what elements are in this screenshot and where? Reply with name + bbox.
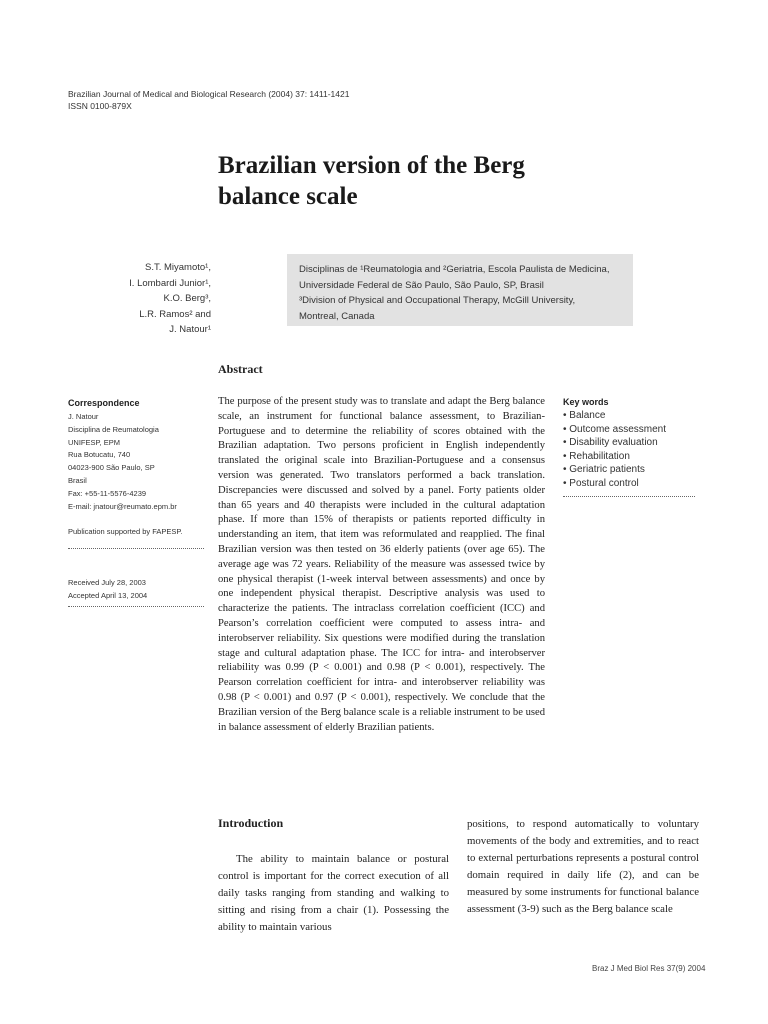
affiliation-box: [287, 254, 633, 326]
received-date: Received July 28, 2003: [68, 578, 146, 588]
affiliation-line: ³Division of Physical and Occupational Therapy, McGill University,: [299, 295, 576, 306]
keyword-item: • Geriatric patients: [563, 464, 645, 476]
dotted-divider: [563, 496, 695, 497]
author: J. Natour¹: [169, 324, 211, 335]
abstract-text: The purpose of the present study was to translate and adapt the Berg balance scale, an instrument for functional balance assessment, to Brazilian-Portuguese and to determine the reliability of scores obtained with the Brazilian adaptation. Two persons proficient in English independently translated the original scale into Brazilian-Portuguese and a consensus version was generated. Two translators performed a back translation. Discrepancies were discussed and solved by a panel. Forty patients older than 65 years and 40 therapists were included in the cultural adaptation phase. If more than 15% of therapists or patients reported difficulty in understanding an item, that item was reformulated and reapplied. The final Brazilian version was then tested on 36 elderly patients (over age 65). The average age was 72 years. Reliability of the measure was assessed twice by one physical therapist (1-week interval between assessments) and once by one independent physical therapist. Descriptive analysis was used to characterize the patients. The intraclass correlation coefficient (ICC) and Pearson’s correlation coefficient were computed to assess intra- and interobserver reliability. Six questions were modified during the translation stage and cultural adaptation phase. The ICC for intra- and interobserver reliability was 0.99 (P < 0.001) and 0.98 (P < 0.001), respectively. The Pearson correlation coefficient for intra- and interobserver reliability was 0.98 (P < 0.001) and 0.97 (P < 0.001), respectively. We conclude that the Brazilian version of the Berg balance scale is a reliable instrument to be used in balance assessment of elderly Brazilian patients.: [218, 396, 545, 733]
intro-paragraph: The ability to maintain balance or postural control is important for the correct execution of all daily tasks ranging from standing and walking to sitting and rising from a chair (1). Possessing the ability to maintain various: [218, 853, 449, 934]
correspondence-email: E-mail: jnatour@reumato.epm.br: [68, 501, 177, 511]
dotted-divider: [68, 606, 204, 607]
author-list: [68, 260, 211, 338]
affiliation-line: Montreal, Canada: [299, 310, 375, 322]
journal-citation: Brazilian Journal of Medical and Biological Research (2004) 37: 1411-1421: [68, 89, 350, 99]
article-title: [218, 150, 638, 212]
author: L.R. Ramos² and: [139, 308, 211, 320]
keyword-item: • Rehabilitation: [563, 450, 630, 462]
correspondence-line: Disciplina de Reumatologia: [68, 424, 159, 434]
keyword-item: • Disability evaluation: [563, 437, 658, 449]
affiliation-line: Disciplinas de ¹Reumatologia and ²Geriatria, Escola Paulista de Medicina,: [299, 264, 610, 275]
author: I. Lombardi Junior¹,: [129, 277, 211, 289]
author: S.T. Miyamoto¹,: [145, 262, 211, 273]
correspondence-line: J. Natour: [68, 412, 99, 421]
title-line: Brazilian version of the Berg: [218, 152, 525, 179]
correspondence-line: 04023-900 São Paulo, SP: [68, 463, 155, 473]
affiliation-line: Universidade Federal de São Paulo, São Paulo, SP, Brasil: [299, 279, 544, 291]
journal-header: [68, 88, 349, 112]
title-line: balance scale: [218, 183, 358, 210]
introduction-heading: Introduction: [218, 816, 284, 830]
intro-paragraph: positions, to respond automatically to voluntary movements of the body and extremities, and to react to external perturbations represents a postural control domain required in daily life (2), and can be measured by some instruments for functional balance assessment (3-9) such as the Berg balance scale: [467, 818, 699, 916]
keywords-sidebar: [563, 396, 703, 497]
introduction-column-right: [467, 816, 699, 919]
abstract-body: [218, 395, 545, 735]
introduction-column-left: [218, 851, 449, 936]
keyword-list: [563, 409, 703, 491]
accepted-date: Accepted April 13, 2004: [68, 590, 148, 600]
correspondence-heading: Correspondence: [68, 398, 140, 408]
correspondence-line: Fax: +55-11-5576-4239: [68, 488, 147, 498]
keyword-item: • Postural control: [563, 477, 639, 489]
issn: ISSN 0100-879X: [68, 101, 132, 111]
correspondence-line: Rua Botucatu, 740: [68, 450, 131, 460]
keyword-item: • Balance: [563, 410, 606, 421]
correspondence-line: UNIFESP, EPM: [68, 437, 120, 447]
keyword-item: • Outcome assessment: [563, 423, 666, 435]
abstract-heading: Abstract: [218, 362, 263, 376]
author: K.O. Berg³,: [163, 293, 211, 304]
correspondence-line: Brasil: [68, 475, 87, 485]
correspondence-sidebar: [68, 397, 208, 607]
keywords-heading: Key words: [563, 397, 609, 407]
page-footer: Braz J Med Biol Res 37(9) 2004: [592, 964, 706, 973]
funding-note: Publication supported by FAPESP.: [68, 527, 183, 537]
